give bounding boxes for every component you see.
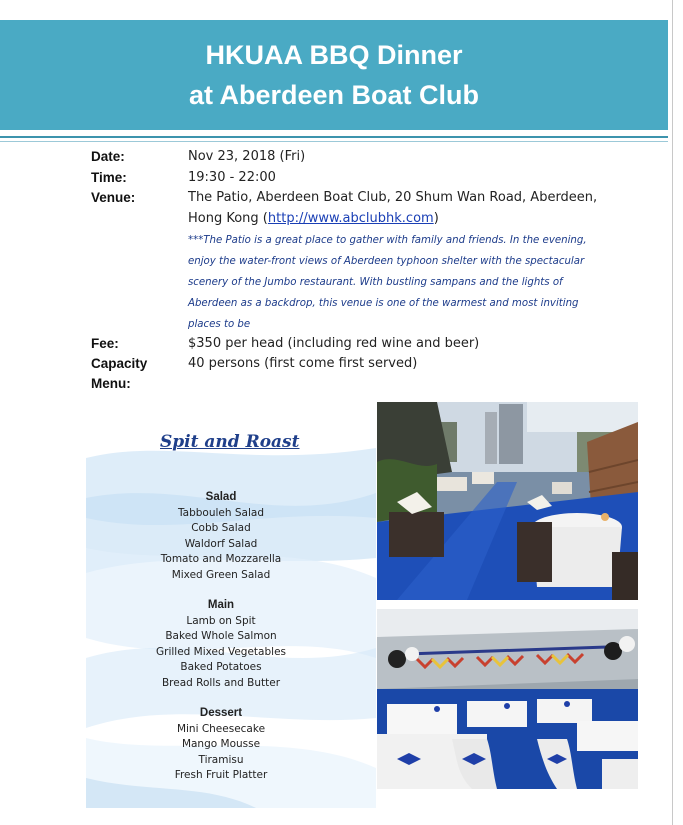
menu-item: Mango Mousse	[181, 738, 261, 750]
menu-item: Tabbouleh Salad	[177, 506, 264, 519]
menu-item: Fresh Fruit Platter	[174, 769, 268, 781]
menu-section-salad	[86, 490, 356, 583]
menu-item: Grilled Mixed Vegetables	[155, 645, 286, 658]
venue-description-line: enjoy the water-front views of Aberdeen typhoon shelter with the spectacular	[188, 256, 585, 267]
menu-item: Baked Whole Salmon	[165, 630, 277, 642]
menu-item: Mixed Green Salad	[171, 568, 271, 581]
menu-item: Cobb Salad	[191, 522, 251, 534]
time-value: 19:30 - 22:00	[188, 170, 276, 185]
fee-value: $350 per head (including red wine and beer)	[188, 336, 480, 351]
venue-description-line: Aberdeen as a backdrop, this venue is one of the warmest and most inviting	[188, 298, 579, 309]
menu-item: Tomato and Mozzarella	[160, 553, 282, 565]
divider	[0, 136, 668, 138]
menu-section-main	[86, 598, 356, 691]
venue-line2-suffix: )	[433, 211, 439, 226]
menu-section-dessert	[86, 706, 356, 784]
menu-item: Baked Potatoes	[180, 661, 262, 673]
menu-item: Waldorf Salad	[184, 537, 258, 550]
date-label: Date:	[91, 149, 125, 164]
venue-description-line: ***The Patio is a great place to gather with family and friends. In the evening,	[188, 235, 587, 246]
venue-description-line: places to be	[188, 319, 251, 330]
menu-label: Menu:	[91, 376, 131, 391]
menu-section-heading: Salad	[205, 491, 237, 503]
capacity-label: Capacity	[91, 356, 148, 371]
venue-line2-prefix: Hong Kong (	[188, 211, 268, 226]
title-banner	[0, 20, 668, 130]
venue-photo-hall	[377, 609, 638, 789]
fee-label: Fee:	[91, 336, 119, 351]
venue-line2	[188, 211, 439, 226]
venue-label: Venue:	[91, 190, 136, 205]
divider-thin	[0, 141, 668, 142]
page-title-line1: HKUAA BBQ Dinner	[205, 40, 463, 70]
page-edge	[672, 0, 673, 825]
venue-line1: The Patio, Aberdeen Boat Club, 20 Shum Wan Road, Aberdeen,	[188, 190, 598, 205]
menu-item: Tiramisu	[198, 753, 244, 766]
page-title-line2: at Aberdeen Boat Club	[188, 80, 480, 110]
venue-description-line: scenery of the Jumbo restaurant. With bustling sampans and the lights of	[188, 277, 563, 288]
menu-item: Mini Cheesecake	[176, 722, 266, 735]
date-value: Nov 23, 2018 (Fri)	[188, 149, 306, 164]
time-label: Time:	[91, 170, 127, 185]
venue-photo-patio	[377, 402, 638, 600]
menu-item: Lamb on Spit	[186, 614, 256, 627]
menu-item: Bread Rolls and Butter	[161, 676, 281, 689]
menu-section-heading: Dessert	[199, 707, 243, 719]
venue-description	[188, 230, 638, 335]
menu-section-heading: Main	[207, 599, 235, 611]
capacity-value: 40 persons (first come first served)	[188, 356, 418, 371]
menu-title: Spit and Roast	[160, 432, 300, 452]
venue-website-link[interactable]: http://www.abclubhk.com	[267, 211, 434, 226]
